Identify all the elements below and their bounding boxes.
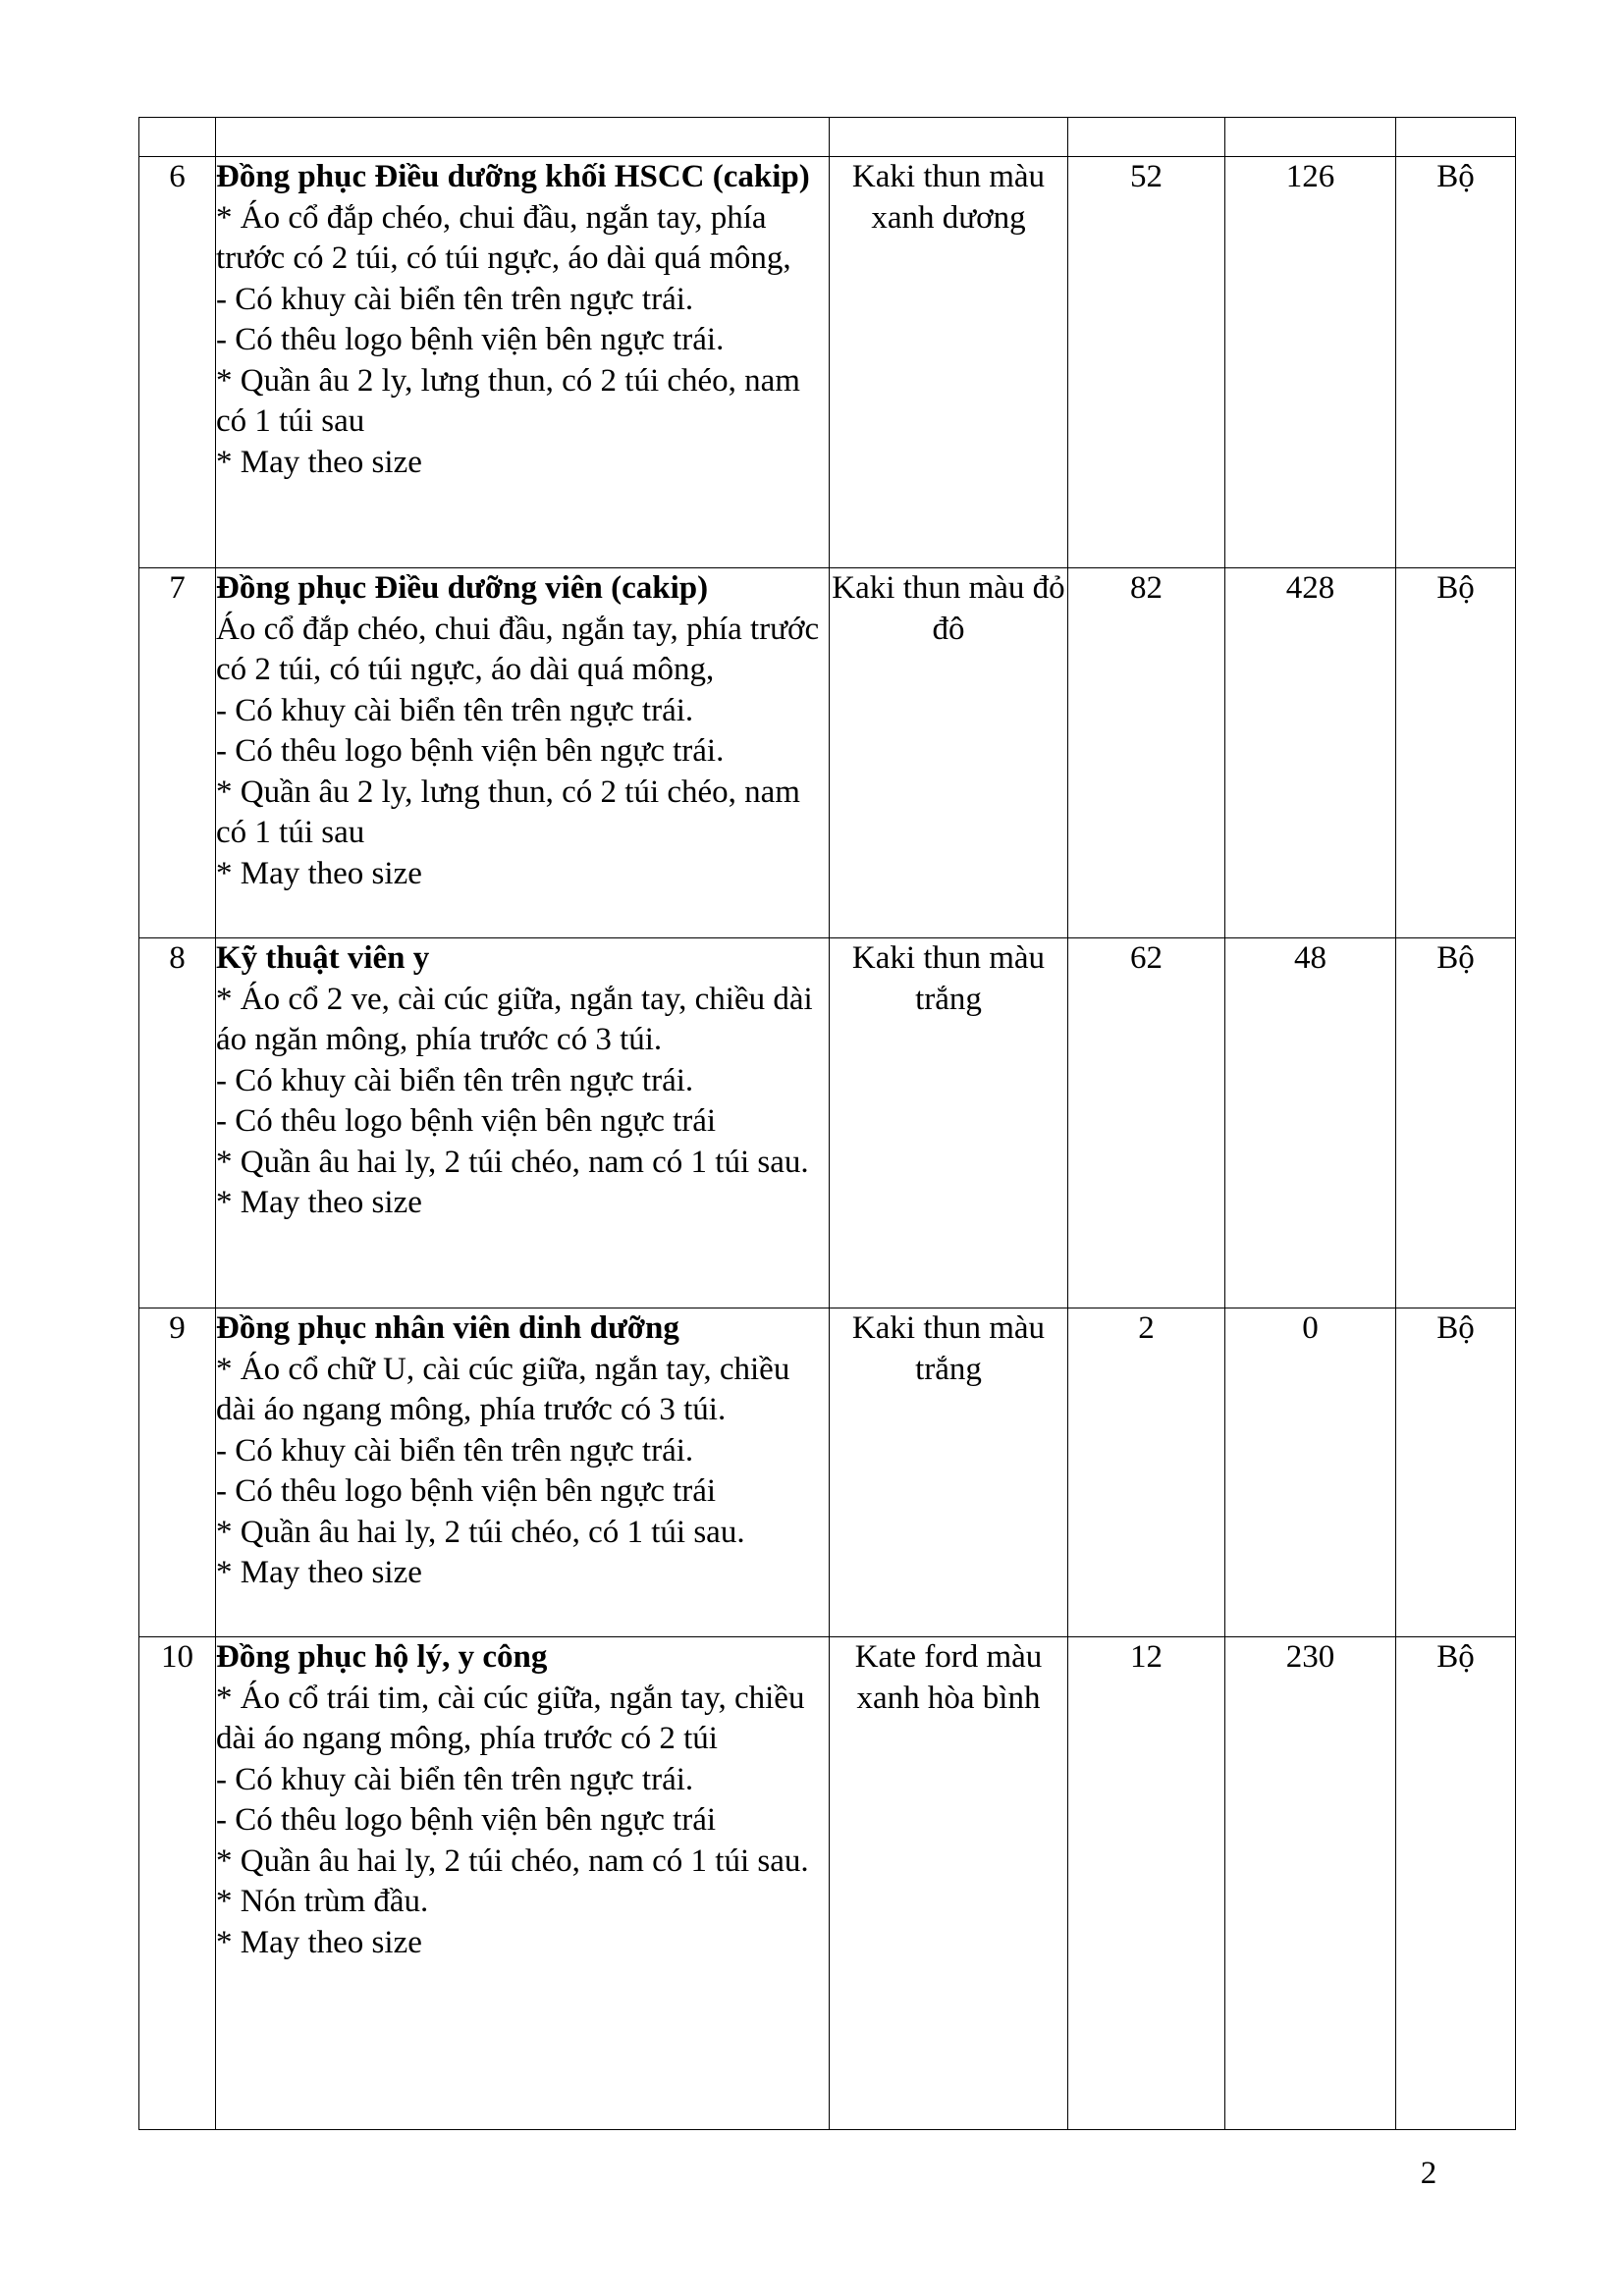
- item-line: * Quần âu 2 ly, lưng thun, có 2 túi chéo, nam có 1 túi sau: [216, 774, 800, 850]
- quantity-a-cell: 82: [1068, 568, 1225, 938]
- row-number-cell: 9: [139, 1308, 216, 1637]
- material-cell: [830, 118, 1068, 157]
- description-cell: [216, 938, 830, 1308]
- table-row: [139, 938, 1516, 1308]
- item-line: Áo cổ đắp chéo, chui đầu, ngắn tay, phía trước có 2 túi, có túi ngực, áo dài quá mông,: [216, 611, 820, 687]
- row-number-cell: 8: [139, 938, 216, 1308]
- unit-cell: Bộ: [1396, 1308, 1516, 1637]
- quantity-a-cell: 52: [1068, 157, 1225, 568]
- page-number: 2: [1420, 2156, 1437, 2191]
- item-line: * Quần âu hai ly, 2 túi chéo, có 1 túi sau.: [216, 1514, 745, 1550]
- material-cell: Kaki thun màu trắng: [830, 1308, 1068, 1637]
- row-number-cell: 7: [139, 568, 216, 938]
- item-line: * Áo cổ đắp chéo, chui đầu, ngắn tay, phía trước có 2 túi, có túi ngực, áo dài quá mông,: [216, 199, 791, 276]
- quantity-b-cell: 428: [1225, 568, 1396, 938]
- item-line: * May theo size: [216, 1555, 422, 1590]
- item-line: - Có khuy cài biển tên trên ngực trái.: [216, 692, 694, 728]
- table-row-header-spacer: [139, 118, 1516, 157]
- item-line: - Có thêu logo bệnh viện bên ngực trái.: [216, 733, 725, 769]
- unit-cell: Bộ: [1396, 568, 1516, 938]
- quantity-b-cell: 0: [1225, 1308, 1396, 1637]
- unit-cell: Bộ: [1396, 938, 1516, 1308]
- unit-cell: [1396, 118, 1516, 157]
- quantity-a-cell: 2: [1068, 1308, 1225, 1637]
- table-row: [139, 1637, 1516, 2130]
- quantity-a-cell: 12: [1068, 1637, 1225, 2130]
- item-line: - Có thêu logo bệnh viện bên ngực trái: [216, 1103, 717, 1139]
- material-cell: Kaki thun màu trắng: [830, 938, 1068, 1308]
- quantity-b-cell: 230: [1225, 1637, 1396, 2130]
- item-line: - Có thêu logo bệnh viện bên ngực trái.: [216, 322, 725, 357]
- item-line: * Nón trùm đầu.: [216, 1884, 429, 1919]
- description-cell: [216, 157, 830, 568]
- table-row: [139, 568, 1516, 938]
- item-line: * Quần âu hai ly, 2 túi chéo, nam có 1 túi sau.: [216, 1842, 809, 1879]
- item-line: * May theo size: [216, 1185, 422, 1220]
- material-cell: Kate ford màu xanh hòa bình: [830, 1637, 1068, 2130]
- item-line: * Áo cổ chữ U, cài cúc giữa, ngắn tay, chiều dài áo ngang mông, phía trước có 3 túi.: [216, 1351, 790, 1427]
- item-line: - Có thêu logo bệnh viện bên ngực trái: [216, 1802, 717, 1838]
- row-number-cell: [139, 118, 216, 157]
- unit-cell: Bộ: [1396, 157, 1516, 568]
- item-line: * May theo size: [216, 444, 422, 480]
- description-cell: [216, 118, 830, 157]
- item-title: Đồng phục Điều dưỡng khối HSCC (cakip): [216, 159, 810, 194]
- quantity-a-cell: 62: [1068, 938, 1225, 1308]
- item-line: * Quần âu hai ly, 2 túi chéo, nam có 1 túi sau.: [216, 1144, 809, 1180]
- material-cell: Kaki thun màu đỏ đô: [830, 568, 1068, 938]
- description-cell: [216, 568, 830, 938]
- item-line: * Áo cổ trái tim, cài cúc giữa, ngắn tay, chiều dài áo ngang mông, phía trước có 2 túi: [216, 1680, 805, 1756]
- item-line: * May theo size: [216, 855, 422, 891]
- uniform-items-table: [138, 117, 1516, 2130]
- item-title: Kỹ thuật viên y: [216, 940, 430, 976]
- row-number-cell: 6: [139, 157, 216, 568]
- quantity-b-cell: 48: [1225, 938, 1396, 1308]
- item-line: * Quần âu 2 ly, lưng thun, có 2 túi chéo, nam có 1 túi sau: [216, 362, 800, 439]
- item-line: - Có khuy cài biển tên trên ngực trái.: [216, 1761, 694, 1797]
- item-line: - Có khuy cài biển tên trên ngực trái.: [216, 281, 694, 317]
- unit-cell: Bộ: [1396, 1637, 1516, 2130]
- table-row: [139, 157, 1516, 568]
- table-row: [139, 1308, 1516, 1637]
- material-cell: Kaki thun màu xanh dương: [830, 157, 1068, 568]
- item-line: * May theo size: [216, 1924, 422, 1960]
- item-line: * Áo cổ 2 ve, cài cúc giữa, ngắn tay, chiều dài áo ngăn mông, phía trước có 3 túi.: [216, 981, 813, 1057]
- quantity-a-cell: [1068, 118, 1225, 157]
- description-cell: [216, 1637, 830, 2130]
- row-number-cell: 10: [139, 1637, 216, 2130]
- quantity-b-cell: [1225, 118, 1396, 157]
- description-cell: [216, 1308, 830, 1637]
- item-line: - Có khuy cài biển tên trên ngực trái.: [216, 1432, 694, 1468]
- item-title: Đồng phục nhân viên dinh dưỡng: [216, 1310, 679, 1346]
- item-line: - Có thêu logo bệnh viện bên ngực trái: [216, 1473, 717, 1509]
- item-title: Đồng phục Điều dưỡng viên (cakip): [216, 570, 709, 606]
- item-line: - Có khuy cài biển tên trên ngực trái.: [216, 1062, 694, 1098]
- quantity-b-cell: 126: [1225, 157, 1396, 568]
- item-title: Đồng phục hộ lý, y công: [216, 1639, 548, 1675]
